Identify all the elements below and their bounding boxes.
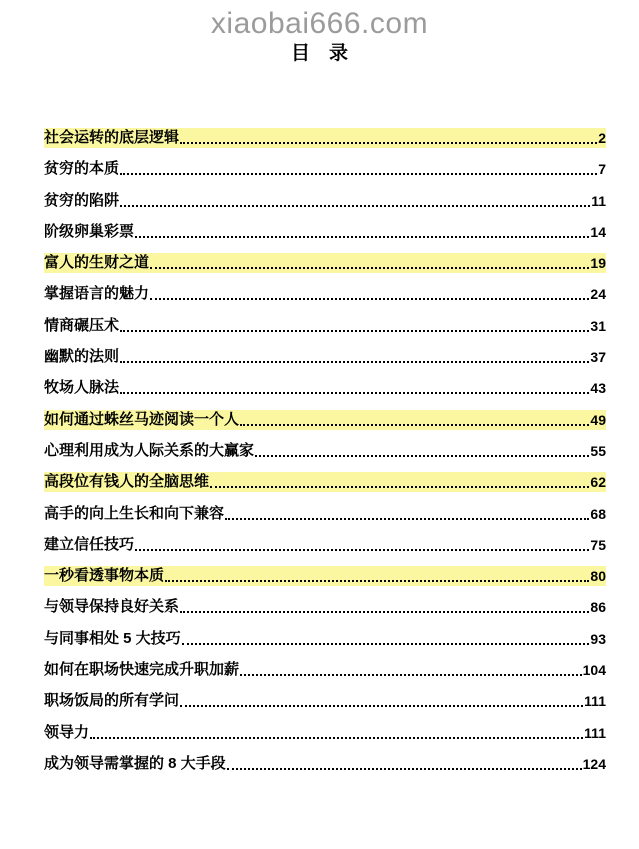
toc-entry-page: 86 <box>590 599 606 616</box>
toc-leader-dots <box>120 361 589 363</box>
toc-entry[interactable] <box>44 284 606 304</box>
toc-entry-title: 职场饭局的所有学问 <box>44 692 180 710</box>
toc-entry-page: 7 <box>598 161 606 178</box>
toc-entry-title: 成为领导需掌握的 8 大手段 <box>44 754 226 772</box>
toc-entry-title: 牧场人脉法 <box>44 379 120 397</box>
toc-entry-page: 93 <box>590 630 606 647</box>
toc-entry-page: 31 <box>590 317 606 334</box>
page-title: 目 录 <box>290 43 348 64</box>
toc-entry[interactable] <box>44 347 606 367</box>
toc-entry-page: 62 <box>590 474 606 491</box>
toc-entry[interactable] <box>44 159 606 179</box>
toc-leader-dots <box>150 267 589 269</box>
toc-entry-title: 建立信任技巧 <box>44 535 135 553</box>
toc-entry-page: 2 <box>598 130 606 146</box>
toc-entry[interactable] <box>44 410 606 430</box>
toc-entry-page: 124 <box>582 755 606 772</box>
toc-entry-page: 80 <box>590 568 606 585</box>
toc-leader-dots <box>227 768 582 770</box>
toc-leader-dots <box>210 486 589 488</box>
toc-leader-dots <box>255 455 589 457</box>
toc-entry[interactable] <box>44 660 606 680</box>
toc-entry-title: 与同事相处 5 大技巧 <box>44 629 181 647</box>
toc-entry-page: 55 <box>590 442 606 459</box>
toc-entry[interactable] <box>44 504 606 524</box>
toc-leader-dots <box>180 142 597 144</box>
toc-entry-page: 111 <box>584 724 606 741</box>
watermark-text: xiaobai666.com <box>210 7 429 40</box>
toc-entry[interactable] <box>44 316 606 336</box>
toc-entry[interactable] <box>44 723 606 743</box>
toc-entry-title: 情商碾压术 <box>44 316 120 334</box>
toc-entry-page: 49 <box>590 411 606 428</box>
toc-leader-dots <box>225 518 589 520</box>
toc-leader-dots <box>135 549 589 551</box>
toc-leader-dots <box>240 674 582 676</box>
toc-leader-dots <box>120 392 589 394</box>
toc-entry-page: 14 <box>590 223 606 240</box>
toc-entry[interactable] <box>44 754 606 774</box>
toc-leader-dots <box>240 424 589 426</box>
toc-entry-page: 11 <box>591 192 606 209</box>
toc-leader-dots <box>120 205 590 207</box>
toc-entry[interactable] <box>44 566 606 586</box>
toc-leader-dots <box>135 236 589 238</box>
toc-entry[interactable] <box>44 472 606 492</box>
toc-entry-page: 24 <box>590 286 606 303</box>
toc-entry-title: 贫穷的陷阱 <box>44 191 120 209</box>
toc-entry[interactable] <box>44 378 606 398</box>
toc-entry-title: 高段位有钱人的全脑思维 <box>44 473 210 491</box>
toc-entry[interactable] <box>44 222 606 242</box>
toc-leader-dots <box>180 611 589 613</box>
toc-entry-page: 75 <box>590 536 606 553</box>
toc-entry-page: 43 <box>590 380 606 397</box>
toc-entry[interactable] <box>44 191 606 211</box>
toc-entry-page: 111 <box>584 693 606 710</box>
toc-entry-title: 如何通过蛛丝马迹阅读一个人 <box>44 410 240 428</box>
toc-entry-title: 领导力 <box>44 723 90 741</box>
toc-entry-page: 104 <box>582 662 606 679</box>
toc-leader-dots <box>150 298 589 300</box>
table-of-contents <box>44 128 606 785</box>
toc-entry-page: 68 <box>590 505 606 522</box>
toc-entry-title: 如何在职场快速完成升职加薪 <box>44 661 240 679</box>
toc-leader-dots <box>180 705 583 707</box>
toc-entry-page: 19 <box>590 255 606 272</box>
toc-entry-title: 幽默的法则 <box>44 348 120 366</box>
toc-entry[interactable] <box>44 128 606 148</box>
toc-leader-dots <box>182 643 590 645</box>
toc-entry[interactable] <box>44 691 606 711</box>
toc-entry-title: 一秒看透事物本质 <box>44 567 165 585</box>
toc-entry-title: 贫穷的本质 <box>44 160 120 178</box>
toc-entry-title: 阶级卵巢彩票 <box>44 222 135 240</box>
toc-entry-title: 与领导保持良好关系 <box>44 598 180 616</box>
toc-entry[interactable] <box>44 535 606 555</box>
toc-entry[interactable] <box>44 253 606 273</box>
toc-entry-title: 心理利用成为人际关系的大赢家 <box>44 441 255 459</box>
toc-leader-dots <box>120 173 597 175</box>
toc-entry-title: 掌握语言的魅力 <box>44 285 150 303</box>
toc-entry-page: 37 <box>590 349 606 366</box>
toc-entry[interactable] <box>44 441 606 461</box>
toc-entry-title: 社会运转的底层逻辑 <box>44 129 180 146</box>
toc-entry[interactable] <box>44 597 606 617</box>
toc-entry-title: 富人的生财之道 <box>44 254 150 272</box>
toc-entry[interactable] <box>44 629 606 649</box>
toc-leader-dots <box>165 580 589 582</box>
toc-leader-dots <box>90 737 583 739</box>
toc-entry-title: 高手的向上生长和向下兼容 <box>44 504 225 522</box>
toc-leader-dots <box>120 330 589 332</box>
